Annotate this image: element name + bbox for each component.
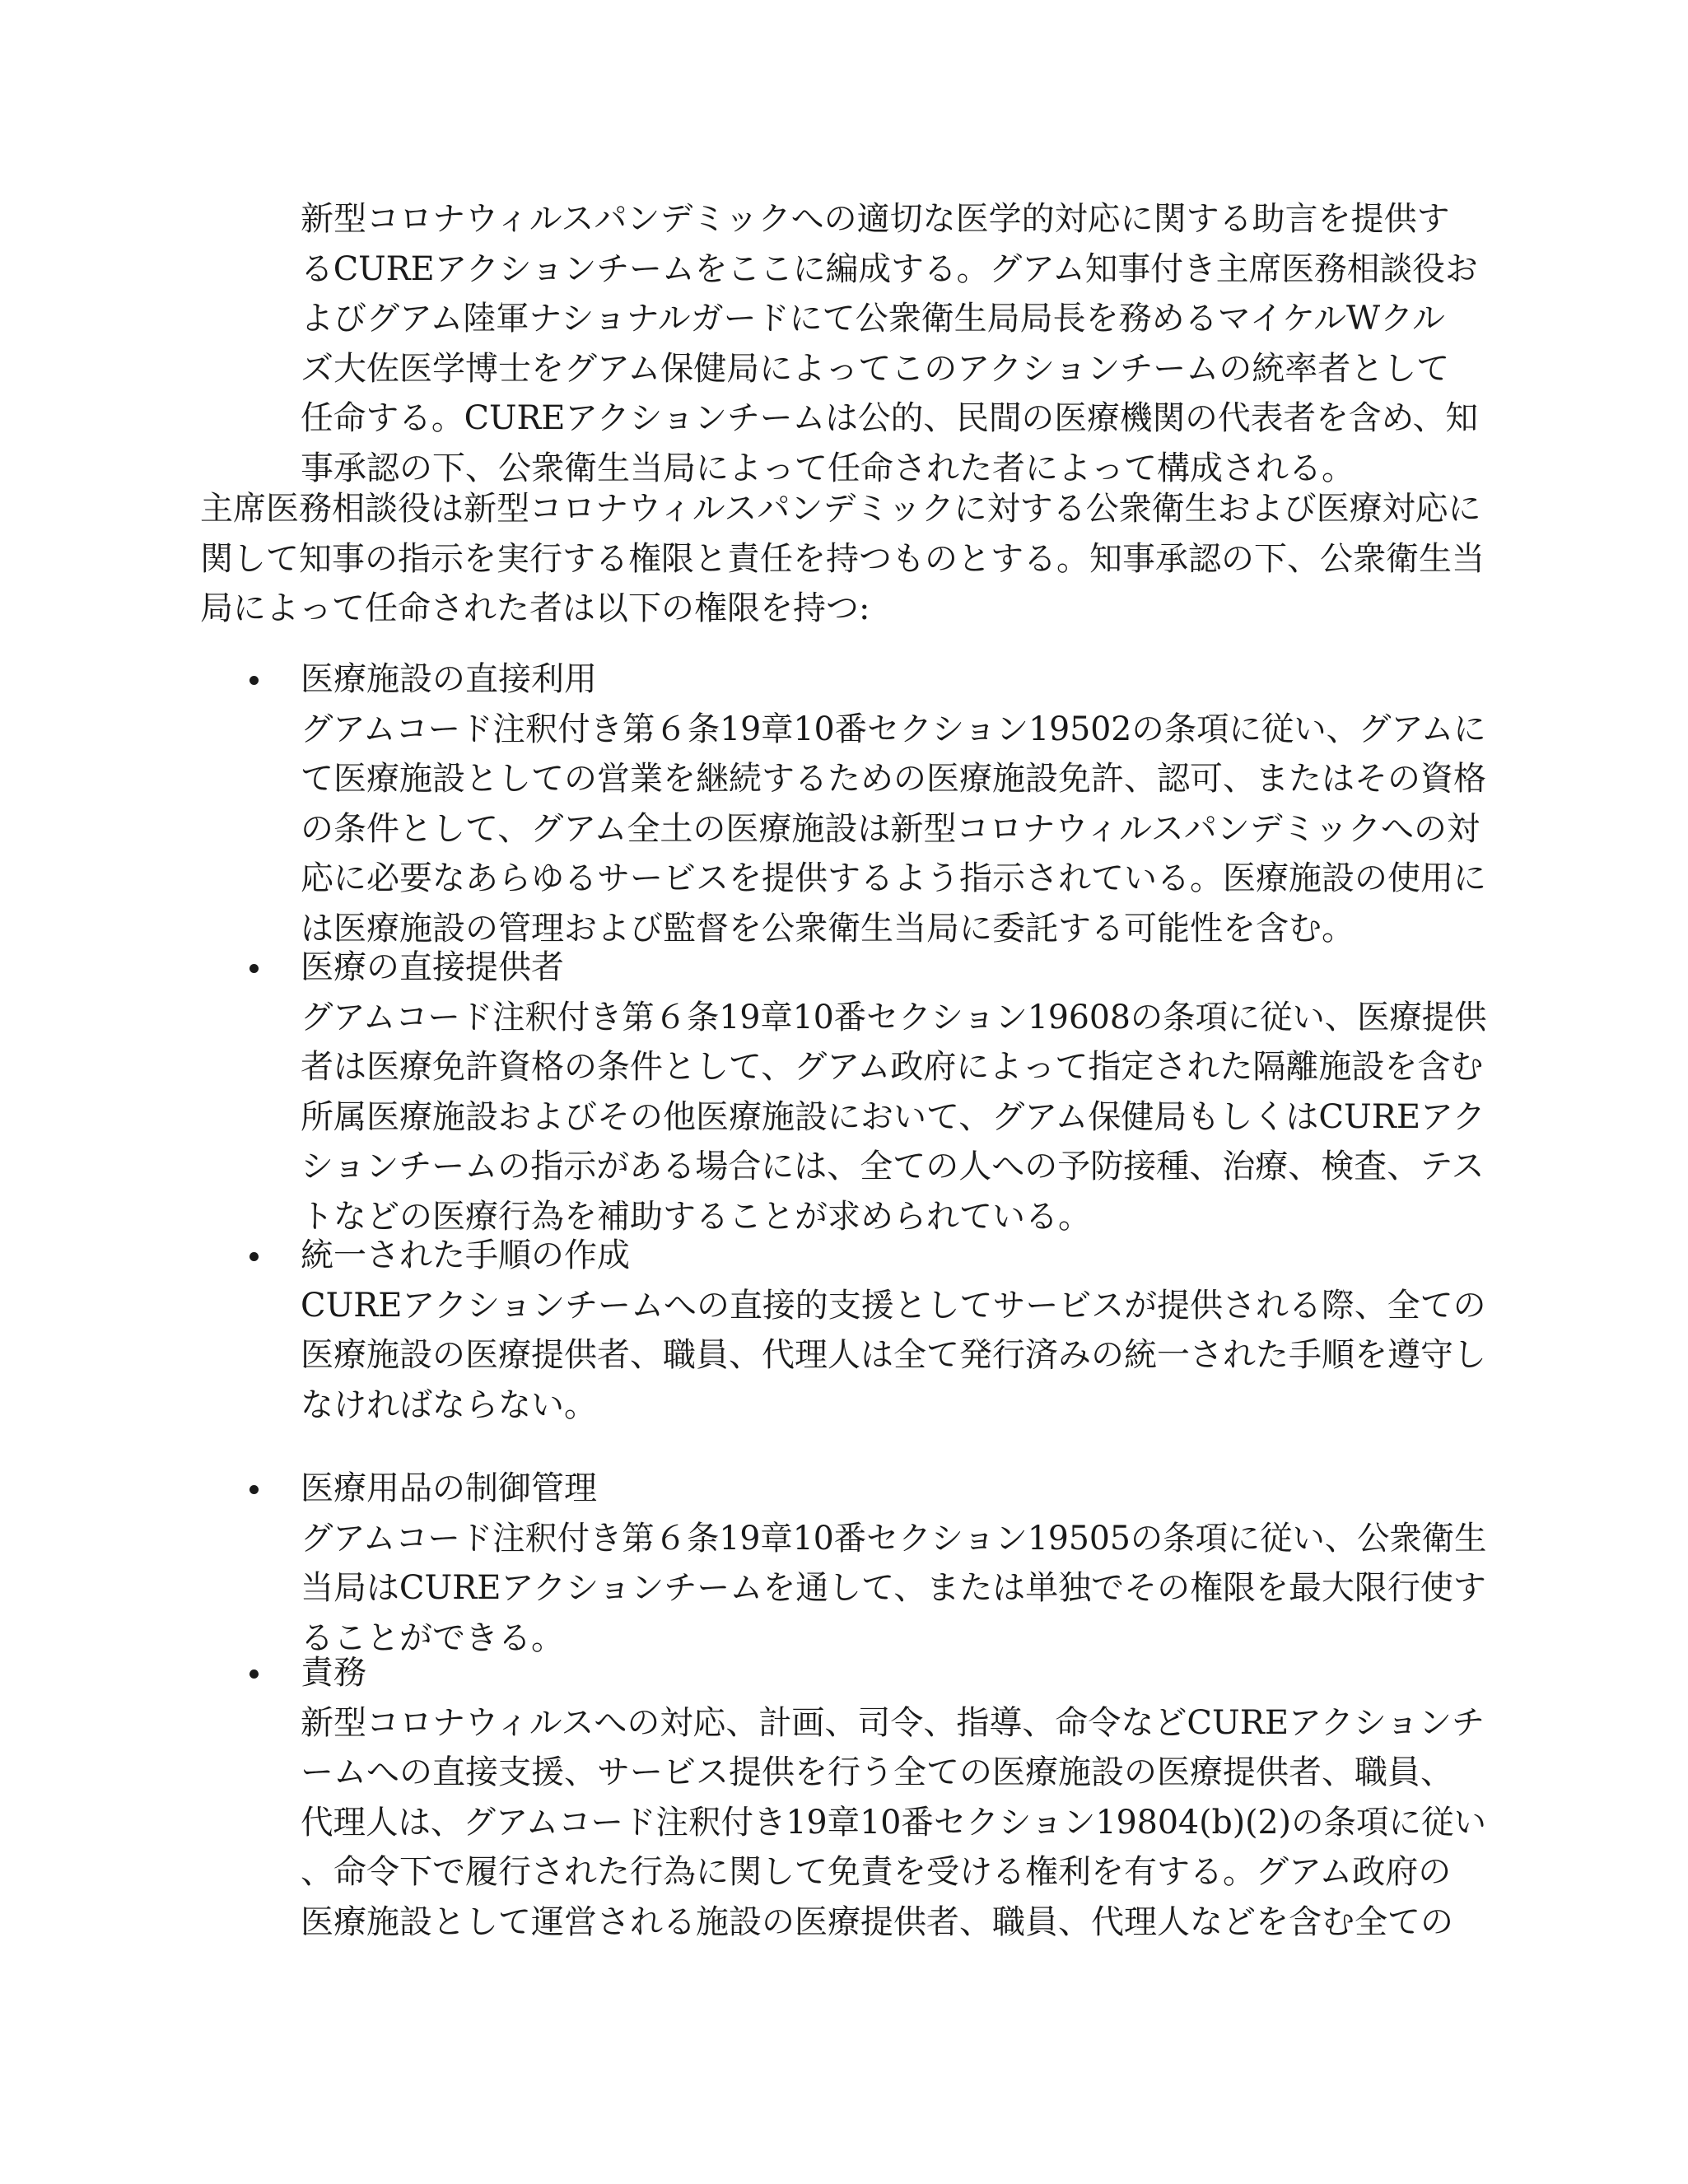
list-item	[301, 1648, 1486, 1947]
text-line: るCUREアクションチームをここに編成する。グアム知事付き主席医務相談役お	[301, 249, 1478, 288]
text-line: 応に必要なあらゆるサービスを提供するよう指示されている。医療施設の使用に	[301, 859, 1486, 897]
text-line: 主席医務相談役は新型コロナウィルスパンデミックに対する公衆衛生および医療対応に	[200, 490, 1481, 528]
text-line: CUREアクションチームへの直接的支援としてサービスが提供される際、全ての	[301, 1286, 1486, 1325]
text-line: グアムコード注釈付き第６条19章10番セクション19505の条項に従い、公衆衛生	[301, 1519, 1487, 1558]
list-item-title: 医療用品の制御管理	[301, 1469, 597, 1507]
list-item-body	[301, 1514, 1486, 1664]
list-item-title: 統一された手順の作成	[301, 1236, 630, 1274]
bullet-icon	[249, 1485, 259, 1494]
text-line: 関して知事の指示を実行する権限と責任を持つものとする。知事承認の下、公衆衛生当	[200, 539, 1485, 578]
authority-paragraph	[200, 484, 1485, 634]
bullet-icon	[249, 676, 259, 685]
text-line: 新型コロナウィルスパンデミックへの適切な医学的対応に関する助言を提供す	[301, 200, 1450, 238]
list-item-body	[301, 1281, 1486, 1431]
text-line: 局によって任命された者は以下の権限を持つ:	[200, 589, 870, 627]
text-line: 任命する。CUREアクションチームは公的、民間の医療機関の代表者を含め、知	[301, 399, 1479, 437]
text-line: 医療施設の医療提供者、職員、代理人は全て発行済みの統一された手順を遵守し	[301, 1336, 1486, 1374]
list-item	[301, 943, 1486, 1241]
bullet-icon	[249, 1252, 259, 1261]
text-line: ションチームの指示がある場合には、全ての人への予防接種、治療、検査、テス	[301, 1148, 1485, 1185]
list-item-body	[301, 705, 1486, 954]
list-item-title: 医療の直接提供者	[301, 948, 564, 986]
text-line: 事承認の下、公衆衛生当局によって任命された者によって構成される。	[301, 449, 1355, 487]
list-item	[301, 654, 1486, 953]
text-line: なければならない。	[301, 1385, 597, 1424]
text-line: 者は医療免許資格の条件として、グアム政府によって指定された隔離施設を含む	[301, 1048, 1484, 1086]
list-item-body	[301, 1698, 1486, 1948]
text-line: 代理人は、グアムコード注釈付き19章10番セクション19804(b)(2)の条項に従い	[301, 1803, 1486, 1842]
text-line: の条件として、グアム全土の医療施設は新型コロナウィルスパンデミックへの対	[301, 809, 1480, 848]
list-item-body	[301, 993, 1486, 1242]
text-line: ることができる。	[301, 1618, 564, 1657]
list-item-title: 医療施設の直接利用	[301, 660, 597, 698]
list-item-title: 責務	[301, 1654, 366, 1692]
text-line: グアムコード注釈付き第６条19章10番セクション19608の条項に従い、医療提供	[301, 998, 1487, 1036]
text-line: は医療施設の管理および監督を公衆衛生当局に委託する可能性を含む。	[301, 909, 1355, 948]
intro-paragraph	[301, 194, 1478, 493]
text-line: ームへの直接支援、サービス提供を行う全ての医療施設の医療提供者、職員、	[301, 1753, 1453, 1791]
bullet-icon	[249, 964, 259, 973]
text-line: て医療施設としての営業を継続するための医療施設免許、認可、またはその資格	[301, 760, 1486, 798]
text-line: グアムコード注釈付き第６条19章10番セクション19502の条項に従い、グアムに	[301, 710, 1486, 748]
bullet-icon	[249, 1669, 259, 1679]
text-line: ズ大佐医学博士をグアム保健局によってこのアクションチームの統率者として	[301, 349, 1450, 388]
text-line: 医療施設として運営される施設の医療提供者、職員、代理人などを含む全ての	[301, 1902, 1453, 1941]
list-item	[301, 1231, 1486, 1430]
text-line: 新型コロナウィルスへの対応、計画、司令、指導、命令などCUREアクションチ	[301, 1703, 1485, 1742]
list-item	[301, 1464, 1486, 1663]
text-line: 、命令下で履行された行為に関して免責を受ける権利を有する。グアム政府の	[301, 1853, 1452, 1891]
text-line: 当局はCUREアクションチームを通して、または単独でその権限を最大限行使す	[301, 1569, 1486, 1607]
text-line: 所属医療施設およびその他医療施設において、グアム保健局もしくはCUREアク	[301, 1097, 1485, 1136]
text-line: よびグアム陸軍ナショナルガードにて公衆衛生局局長を務めるマイケルWクル	[301, 300, 1445, 338]
text-line: トなどの医療行為を補助することが求められている。	[301, 1197, 1091, 1236]
